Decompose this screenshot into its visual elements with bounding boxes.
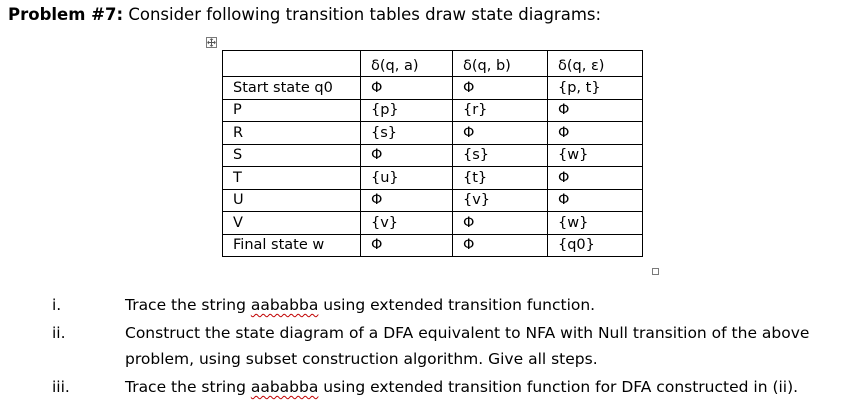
table-header-row — [223, 51, 643, 77]
table-resize-handle[interactable] — [652, 268, 659, 275]
item-number: iii. — [52, 378, 70, 396]
state-cell: R — [223, 122, 361, 145]
item-number: i. — [52, 296, 62, 314]
table-cell: {v} — [453, 189, 548, 212]
table-row — [223, 99, 643, 122]
header-cell: δ(q, a) — [361, 51, 453, 77]
item-text — [125, 296, 595, 314]
table-cell: Φ — [453, 234, 548, 257]
state-cell: U — [223, 189, 361, 212]
table-cell: {s} — [453, 144, 548, 167]
item-text-start: Trace the string — [125, 296, 251, 314]
table-cell: {t} — [453, 167, 548, 190]
item-text-end: using extended transition function for DFA constructed in (ii). — [318, 378, 799, 396]
table-cell: {q0} — [548, 234, 643, 257]
table-cell: {p, t} — [548, 77, 643, 100]
table-row — [223, 77, 643, 100]
item-text-start: Trace the string — [125, 378, 251, 396]
table-cell: {s} — [361, 122, 453, 145]
table-row — [223, 234, 643, 257]
problem-heading — [8, 5, 601, 24]
table-row — [223, 122, 643, 145]
table-cell: Φ — [453, 122, 548, 145]
state-cell: V — [223, 212, 361, 235]
table-cell: {u} — [361, 167, 453, 190]
table-cell: Φ — [361, 144, 453, 167]
header-cell: δ(q, b) — [453, 51, 548, 77]
item-text — [125, 378, 798, 396]
table-cell: Φ — [361, 189, 453, 212]
table-row — [223, 167, 643, 190]
transition-table — [222, 50, 643, 257]
table-row — [223, 212, 643, 235]
table-cell: Φ — [548, 99, 643, 122]
table-cell: Φ — [453, 77, 548, 100]
table-cell: Φ — [548, 189, 643, 212]
table-cell: Φ — [548, 122, 643, 145]
spellcheck-word: aababba — [250, 296, 319, 314]
table-cell: Φ — [361, 77, 453, 100]
item-text: Construct the state diagram of a DFA equivalent to NFA with Null transition of the above — [125, 324, 810, 342]
state-cell: Final state w — [223, 234, 361, 257]
table-cell: Φ — [548, 167, 643, 190]
item-text-end: using extended transition function. — [318, 296, 596, 314]
problem-text: Consider following transition tables draw state diagrams: — [123, 5, 602, 24]
problem-label: Problem #7: — [8, 5, 124, 24]
table-row — [223, 144, 643, 167]
table-cell: Φ — [361, 234, 453, 257]
table-cell: Φ — [453, 212, 548, 235]
state-cell: Start state q0 — [223, 77, 361, 100]
state-cell: P — [223, 99, 361, 122]
header-cell: δ(q, ε) — [548, 51, 643, 77]
state-cell: T — [223, 167, 361, 190]
table-row — [223, 189, 643, 212]
table-cell: {w} — [548, 144, 643, 167]
spellcheck-word: aababba — [250, 378, 319, 396]
item-text: problem, using subset construction algorithm. Give all steps. — [125, 350, 598, 368]
table-move-handle-icon[interactable] — [206, 37, 217, 48]
table-cell: {w} — [548, 212, 643, 235]
table-cell: {v} — [361, 212, 453, 235]
header-cell — [223, 51, 361, 77]
table-cell: {p} — [361, 99, 453, 122]
table-cell: {r} — [453, 99, 548, 122]
state-cell: S — [223, 144, 361, 167]
item-number: ii. — [52, 324, 66, 342]
